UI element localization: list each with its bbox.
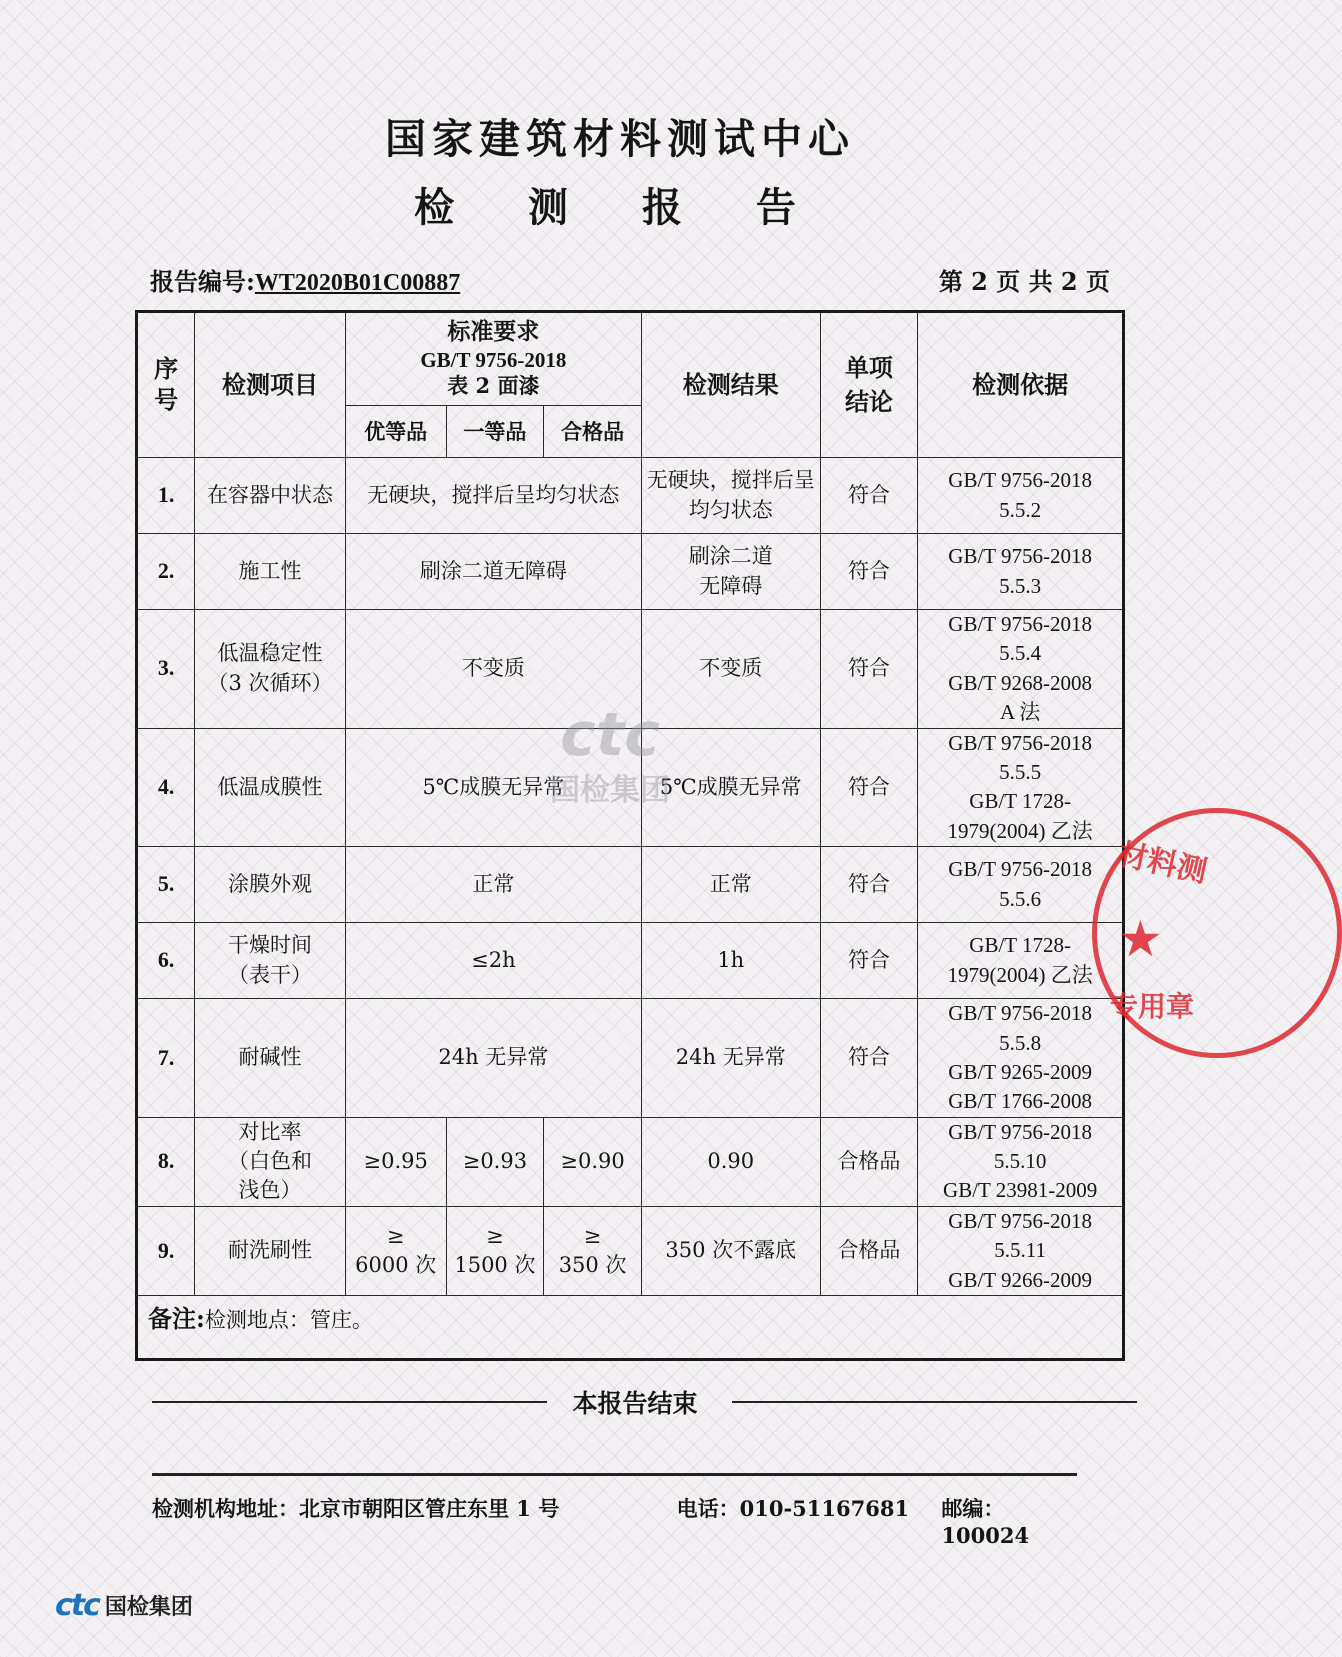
footer-address: 检测机构地址：北京市朝阳区管庄东里 1 号 bbox=[152, 1496, 560, 1521]
results-rows bbox=[137, 458, 1124, 1296]
footer-divider bbox=[152, 1473, 1077, 1476]
report-number-label: 报告编号: bbox=[150, 267, 255, 296]
watermark-logo: ctc bbox=[560, 700, 660, 770]
row-seq: 4. bbox=[137, 728, 195, 847]
bottom-logo bbox=[55, 1588, 193, 1623]
row-requirement: 24h 无异常 bbox=[345, 999, 641, 1118]
header-item: 检测项目 bbox=[195, 312, 346, 458]
row-req-superior: ≥ 6000 次 bbox=[345, 1206, 446, 1295]
row-requirement: 无硬块，搅拌后呈均匀状态 bbox=[345, 458, 641, 534]
end-of-report: 本报告结束 bbox=[572, 1389, 698, 1418]
row-conclusion: 符合 bbox=[820, 534, 918, 610]
row-conclusion: 符合 bbox=[820, 610, 918, 729]
row-result: 无硬块，搅拌后呈均匀状态 bbox=[641, 458, 820, 534]
row-result: 5℃成膜无异常 bbox=[641, 728, 820, 847]
table-row bbox=[137, 728, 1124, 847]
header-result: 检测结果 bbox=[641, 312, 820, 458]
end-divider-right bbox=[732, 1401, 1137, 1403]
row-result: 350 次不露底 bbox=[641, 1206, 820, 1295]
row-basis: GB/T 1728- 1979(2004) 乙法 bbox=[918, 923, 1124, 999]
seal-star-icon: ★ bbox=[1118, 910, 1163, 968]
row-result: 0.90 bbox=[641, 1117, 820, 1206]
header-standard: 标准要求 GB/T 9756-2018 表 2 面漆 bbox=[345, 312, 641, 406]
row-req-first: ≥0.93 bbox=[446, 1117, 544, 1206]
seal-text-bottom: 专用章 bbox=[1110, 990, 1195, 1023]
header-grade-first: 一等品 bbox=[446, 406, 544, 458]
row-item: 耐碱性 bbox=[195, 999, 346, 1118]
page-info: 第 2 页 共 2 页 bbox=[938, 267, 1110, 296]
row-conclusion: 合格品 bbox=[820, 1117, 918, 1206]
note-cell bbox=[137, 1296, 1124, 1360]
end-divider-left bbox=[152, 1401, 547, 1403]
row-requirement: 正常 bbox=[345, 847, 641, 923]
row-conclusion: 合格品 bbox=[820, 1206, 918, 1295]
row-basis: GB/T 9756-2018 5.5.5 GB/T 1728- 1979(2004) 乙法 bbox=[918, 728, 1124, 847]
institution-title: 国家建筑材料测试中心 bbox=[385, 115, 855, 163]
row-result: 不变质 bbox=[641, 610, 820, 729]
header-grade-qualified: 合格品 bbox=[544, 406, 642, 458]
row-requirement: ≤2h bbox=[345, 923, 641, 999]
table-row bbox=[137, 458, 1124, 534]
results-table bbox=[135, 310, 1125, 1361]
row-basis: GB/T 9756-2018 5.5.2 bbox=[918, 458, 1124, 534]
report-number-value: WT2020B01C00887 bbox=[254, 270, 461, 296]
row-conclusion: 符合 bbox=[820, 999, 918, 1118]
row-req-superior: ≥0.95 bbox=[345, 1117, 446, 1206]
row-req-first: ≥ 1500 次 bbox=[446, 1206, 544, 1295]
row-item: 低温稳定性 （3 次循环） bbox=[195, 610, 346, 729]
row-seq: 5. bbox=[137, 847, 195, 923]
table-row bbox=[137, 534, 1124, 610]
table-row bbox=[137, 923, 1124, 999]
row-conclusion: 符合 bbox=[820, 458, 918, 534]
note-text: 检测地点：管庄。 bbox=[204, 1308, 373, 1333]
row-req-qualified: ≥0.90 bbox=[544, 1117, 642, 1206]
row-basis: GB/T 9756-2018 5.5.11 GB/T 9266-2009 bbox=[918, 1206, 1124, 1295]
header-grade-superior: 优等品 bbox=[345, 406, 446, 458]
company-name: 国检集团 bbox=[104, 1595, 193, 1620]
header-basis: 检测依据 bbox=[918, 312, 1124, 458]
ctc-logo-icon: ctc bbox=[55, 1588, 99, 1623]
footer bbox=[152, 1493, 1092, 1548]
report-title: 检 测 报 告 bbox=[414, 184, 826, 231]
row-seq: 3. bbox=[137, 610, 195, 729]
seal-text-top: 材料测 bbox=[1114, 836, 1210, 890]
row-item: 在容器中状态 bbox=[195, 458, 346, 534]
row-basis: GB/T 9756-2018 5.5.6 bbox=[918, 847, 1124, 923]
table-row bbox=[137, 1206, 1124, 1295]
row-basis: GB/T 9756-2018 5.5.10 GB/T 23981-2009 bbox=[918, 1117, 1124, 1206]
row-requirement: 5℃成膜无异常 bbox=[345, 728, 641, 847]
note-label: 备注: bbox=[148, 1304, 205, 1334]
table-row bbox=[137, 610, 1124, 729]
row-item: 涂膜外观 bbox=[195, 847, 346, 923]
header-seq: 序号 bbox=[137, 312, 195, 458]
row-seq: 6. bbox=[137, 923, 195, 999]
row-result: 24h 无异常 bbox=[641, 999, 820, 1118]
row-conclusion: 符合 bbox=[820, 847, 918, 923]
footer-tel: 电话：010-51167681 bbox=[676, 1496, 910, 1521]
row-requirement: 不变质 bbox=[345, 610, 641, 729]
row-seq: 2. bbox=[137, 534, 195, 610]
table-row bbox=[137, 1117, 1124, 1206]
table-row bbox=[137, 999, 1124, 1118]
row-seq: 1. bbox=[137, 458, 195, 534]
row-basis: GB/T 9756-2018 5.5.3 bbox=[918, 534, 1124, 610]
row-item: 低温成膜性 bbox=[195, 728, 346, 847]
row-result: 1h bbox=[641, 923, 820, 999]
row-item: 干燥时间 （表干） bbox=[195, 923, 346, 999]
row-result: 正常 bbox=[641, 847, 820, 923]
header-conclusion: 单项结论 bbox=[820, 312, 918, 458]
row-basis: GB/T 9756-2018 5.5.4 GB/T 9268-2008 A 法 bbox=[918, 610, 1124, 729]
row-seq: 9. bbox=[137, 1206, 195, 1295]
row-conclusion: 符合 bbox=[820, 728, 918, 847]
report-number bbox=[150, 262, 460, 297]
row-seq: 7. bbox=[137, 999, 195, 1118]
table-row bbox=[137, 847, 1124, 923]
row-item: 耐洗刷性 bbox=[195, 1206, 346, 1295]
row-conclusion: 符合 bbox=[820, 923, 918, 999]
footer-postcode: 邮编：100024 bbox=[941, 1496, 1030, 1548]
row-requirement: 刷涂二道无障碍 bbox=[345, 534, 641, 610]
row-item: 施工性 bbox=[195, 534, 346, 610]
row-req-qualified: ≥ 350 次 bbox=[544, 1206, 642, 1295]
watermark-name: 国检集团 bbox=[550, 773, 670, 808]
row-basis: GB/T 9756-2018 5.5.8 GB/T 9265-2009 GB/T 1766-2008 bbox=[918, 999, 1124, 1118]
row-seq: 8. bbox=[137, 1117, 195, 1206]
row-result: 刷涂二道 无障碍 bbox=[641, 534, 820, 610]
row-item: 对比率 （白色和 浅色） bbox=[195, 1117, 346, 1206]
